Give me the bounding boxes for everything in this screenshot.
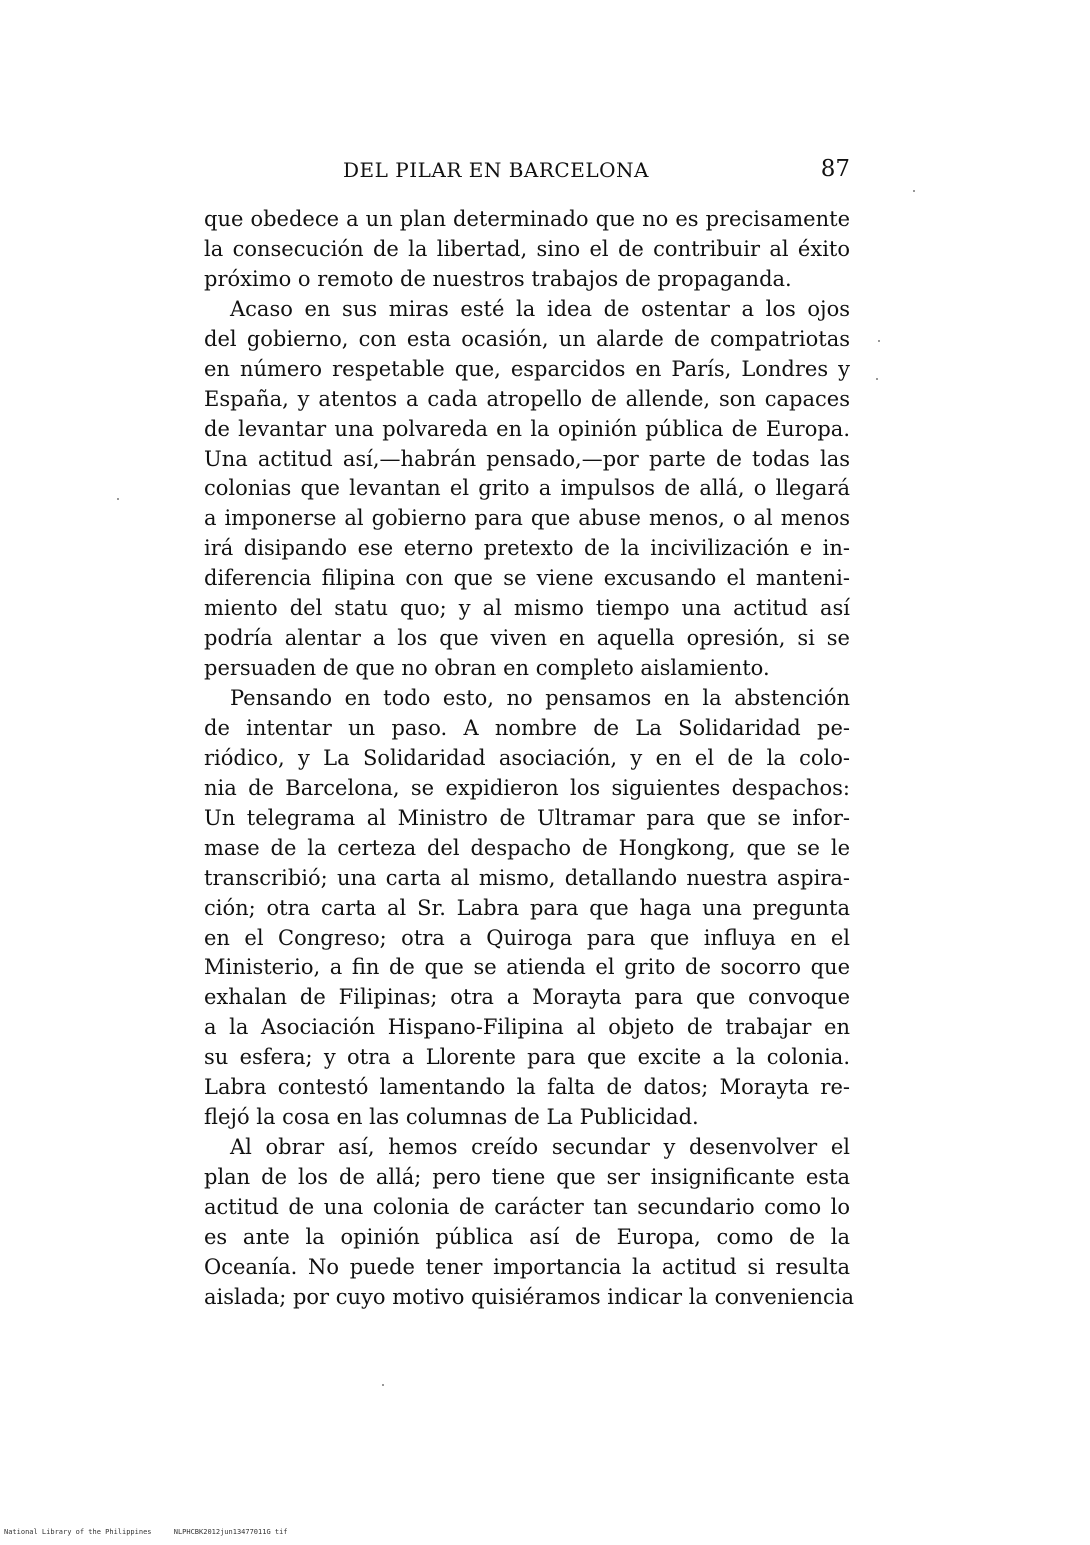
running-head: DEL PILAR EN BARCELONA [343, 158, 649, 182]
text-line: Un telegrama al Ministro de Ultramar para que se infor- [204, 805, 850, 830]
scan-footer [4, 1528, 288, 1536]
text-line: persuaden de que no obran en completo aislamiento. [204, 656, 770, 681]
text-line: España, y atentos a cada atropello de allende, son capaces [204, 386, 850, 411]
text-line: riódico, y La Solidaridad asociación, y en el de la colo- [204, 745, 850, 770]
text-line: la consecución de la libertad, sino el de contribuir al éxito [204, 236, 850, 261]
text-line: a la Asociación Hispano-Filipina al objeto de trabajar en [204, 1015, 850, 1040]
library-credit: National Library of the Philippines [4, 1528, 152, 1536]
text-line: a imponerse al gobierno para que abuse menos, o al menos [204, 506, 850, 531]
text-line: que obedece a un plan determinado que no es precisamente [204, 207, 850, 231]
scan-speck [117, 498, 119, 500]
text-line: exhalan de Filipinas; otra a Morayta para que convoque [204, 985, 850, 1010]
text-line: Oceanía. No puede tener importancia la actitud si resulta [204, 1254, 850, 1279]
text-line: Una actitud así,—habrán pensado,—por parte de todas las [204, 446, 850, 471]
text-line: del gobierno, con esta ocasión, un alarde de compatriotas [204, 326, 850, 351]
text-line: Al obrar así, hemos creído secundar y desenvolver el [230, 1135, 850, 1160]
text-line: Labra contestó lamentando la falta de datos; Morayta re- [204, 1075, 850, 1100]
text-line: mase de la certeza del despacho de Hongkong, que se le [204, 835, 850, 860]
text-line: actitud de una colonia de carácter tan secundario como lo [204, 1194, 850, 1219]
page-number: 87 [820, 156, 850, 182]
text-line: ción; otra carta al Sr. Labra para que haga una pregunta [204, 895, 850, 920]
text-line: miento del statu quo; y al mismo tiempo una actitud así [204, 596, 850, 621]
page-header [205, 158, 850, 190]
body-text [204, 205, 855, 1313]
text-line: flejó la cosa en las columnas de La Publicidad. [204, 1105, 699, 1130]
text-line: de intentar un paso. A nombre de La Solidaridad pe- [204, 715, 850, 740]
text-line: nia de Barcelona, se expidieron los siguientes despachos: [204, 775, 850, 800]
text-line: Acaso en sus miras esté la idea de ostentar a los ojos [230, 296, 850, 321]
text-line: diferencia filipina con que se viene excusando el manteni- [204, 566, 850, 591]
text-line: irá disipando ese eterno pretexto de la incivilización e in- [204, 536, 850, 561]
text-line: es ante la opinión pública así de Europa, como de la [204, 1224, 850, 1249]
text-line: aislada; por cuyo motivo quisiéramos indicar la conveniencia [204, 1284, 855, 1309]
text-line: de levantar una polvareda en la opinión pública de Europa. [204, 416, 850, 441]
scan-speck [878, 340, 880, 342]
text-line: en el Congreso; otra a Quiroga para que influya en el [204, 925, 850, 950]
scan-speck [876, 378, 878, 380]
text-line: colonias que levantan el grito a impulsos de allá, o llegará [204, 476, 850, 501]
text-line: su esfera; y otra a Llorente para que excite a la colonia. [204, 1045, 850, 1070]
text-line: Pensando en todo esto, no pensamos en la abstención [230, 686, 850, 710]
scan-speck [382, 1384, 384, 1386]
text-line: próximo o remoto de nuestros trabajos de propaganda. [204, 266, 792, 291]
text-line: en número respetable que, esparcidos en París, Londres y [204, 356, 850, 381]
text-line: Ministerio, a fin de que se atienda el grito de socorro que [204, 955, 850, 980]
scan-speck [913, 190, 915, 192]
text-line: plan de los de allá; pero tiene que ser insignificante esta [204, 1165, 850, 1189]
scan-file-id: NLPHCBK2012jun13477011G tif [173, 1528, 288, 1536]
text-line: podría alentar a los que viven en aquella opresión, si se [204, 626, 850, 651]
text-line: transcribió; una carta al mismo, detallando nuestra aspira- [204, 865, 850, 890]
